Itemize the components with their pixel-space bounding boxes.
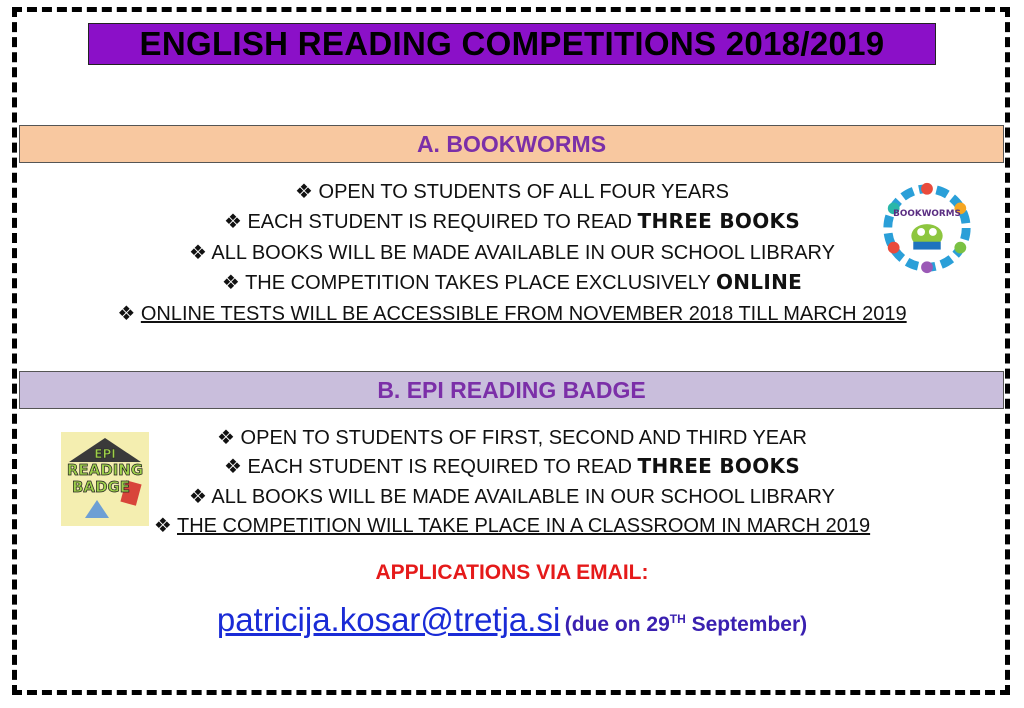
logo-label-line: EPI (94, 447, 116, 461)
bullet-line (0, 301, 1024, 326)
page-title: ENGLISH READING COMPETITIONS 2018/2019 (88, 23, 936, 65)
bullet-line (0, 270, 1024, 295)
bullet-line (0, 179, 1024, 204)
diamond-bullet-icon: ❖ (295, 181, 313, 203)
bullet-line (0, 240, 1024, 265)
diamond-bullet-icon: ❖ (153, 515, 172, 537)
bullet-line (0, 209, 1024, 234)
diamond-bullet-icon: ❖ (117, 303, 136, 325)
bullet-text: OPEN TO STUDENTS OF ALL FOUR YEARS (318, 181, 729, 203)
due-prefix: (due on 29 (564, 613, 670, 636)
applications-label: APPLICATIONS VIA EMAIL: (375, 561, 649, 584)
bullet-line (0, 513, 1024, 538)
diamond-bullet-icon: ❖ (189, 486, 207, 508)
bullet-bold-text: THREE BOOKS (637, 209, 801, 233)
bullet-text: OPEN TO STUDENTS OF FIRST, SECOND AND THIRD YEAR (240, 427, 807, 449)
bullet-line (0, 425, 1024, 450)
diamond-bullet-icon: ❖ (223, 211, 242, 233)
bookworms-logo-icon (878, 179, 976, 277)
logo-label: BOOKWORMS (893, 209, 961, 220)
bullet-text: ALL BOOKS WILL BE MADE AVAILABLE IN OUR SCHOOL LIBRARY (211, 486, 835, 508)
epi-reading-badge-logo-icon (61, 432, 149, 526)
section-a-heading: A. BOOKWORMS (19, 125, 1004, 163)
bullet-text: THE COMPETITION TAKES PLACE EXCLUSIVELY (245, 272, 716, 294)
bullet-bold-text: THREE BOOKS (637, 454, 801, 478)
diamond-bullet-icon: ❖ (223, 456, 242, 478)
bullet-line (0, 454, 1024, 479)
due-date-note (565, 613, 807, 636)
logo-label-line: BADGE (71, 478, 131, 496)
bullet-text: THE COMPETITION WILL TAKE PLACE IN A CLASSROOM IN MARCH 2019 (177, 515, 871, 537)
bullet-line (0, 484, 1024, 509)
bullet-text: EACH STUDENT IS REQUIRED TO READ (247, 211, 638, 233)
diamond-bullet-icon: ❖ (189, 242, 207, 264)
dashed-border (12, 7, 1010, 695)
section-b-heading: B. EPI READING BADGE (19, 371, 1004, 409)
bullet-bold-text: ONLINE (715, 270, 803, 294)
logo-label-line: READING (66, 461, 144, 479)
email-row (0, 601, 1024, 639)
due-suffix: September) (685, 613, 808, 636)
email-link[interactable]: patricija.kosar@tretja.si (216, 601, 561, 638)
bullet-text: ONLINE TESTS WILL BE ACCESSIBLE FROM NOVEMBER 2018 TILL MARCH 2019 (140, 303, 907, 325)
due-superscript: TH (669, 612, 686, 626)
bullet-text: EACH STUDENT IS REQUIRED TO READ (247, 456, 638, 478)
diamond-bullet-icon: ❖ (217, 427, 235, 449)
diamond-bullet-icon: ❖ (221, 272, 240, 294)
bullet-text: ALL BOOKS WILL BE MADE AVAILABLE IN OUR SCHOOL LIBRARY (211, 242, 835, 264)
